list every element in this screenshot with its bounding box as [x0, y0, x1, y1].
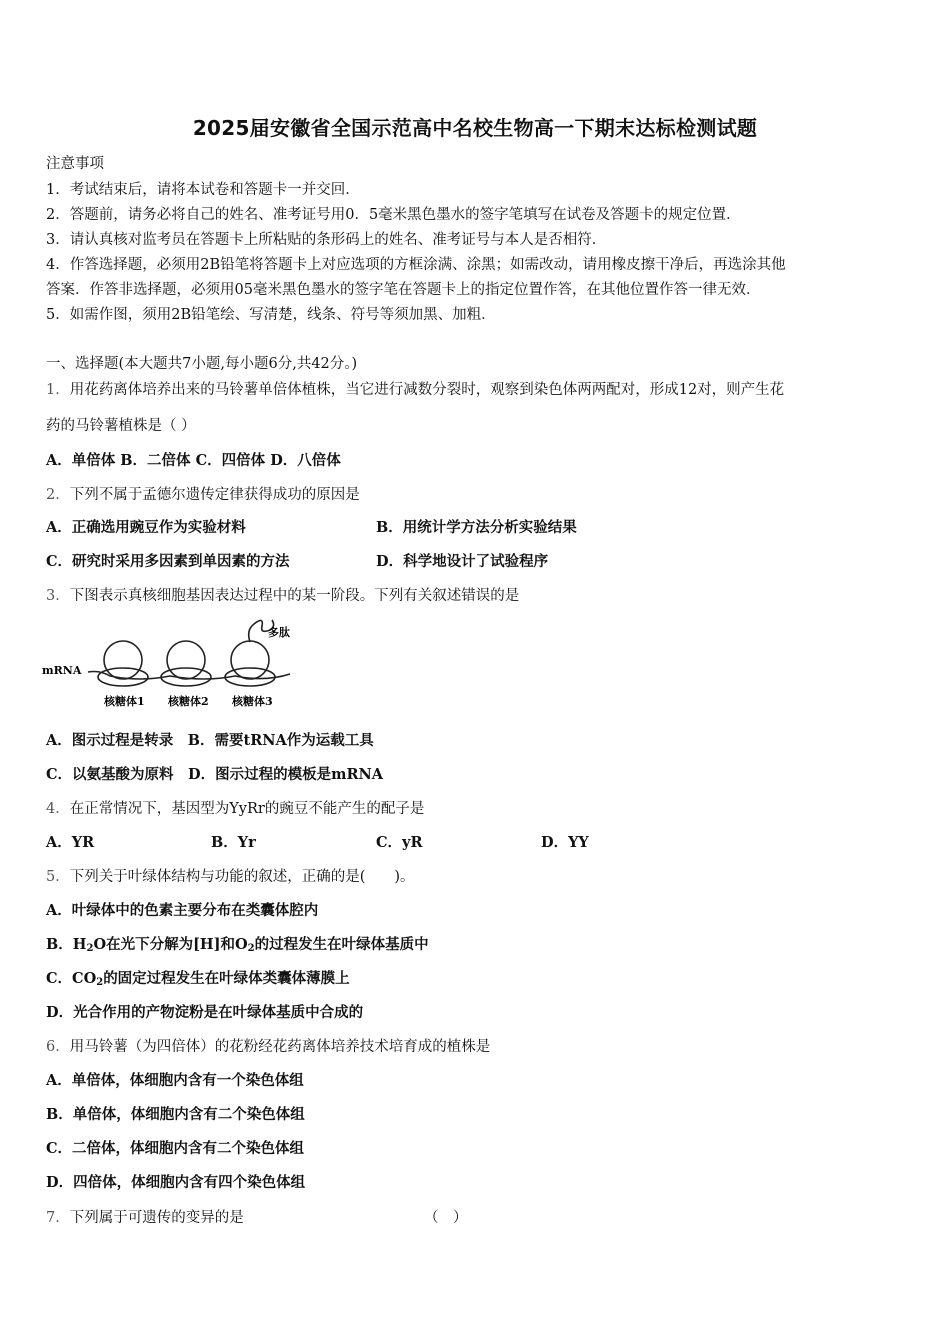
- question-number: 5．: [46, 869, 70, 885]
- question-text: 下列属于可遗传的变异的是: [69, 1210, 244, 1226]
- question-number: 6．: [46, 1039, 70, 1055]
- question-text: 用马铃薯（为四倍体）的花粉经花药离体培养技术培育成的植株是: [69, 1039, 491, 1055]
- question-1-options: A．单倍体 B．二倍体 C．四倍体 D．八倍体: [46, 452, 341, 469]
- option-a: A．单倍体，体细胞内含有一个染色体组: [46, 1072, 304, 1089]
- option-c: C．二倍体，体细胞内含有二个染色体组: [46, 1140, 305, 1157]
- option-a: A．叶绿体中的色素主要分布在类囊体腔内: [46, 902, 319, 919]
- section-heading: 一、选择题(本大题共7小题,每小题6分,共42分。): [46, 356, 358, 372]
- peptide-label: 多肽: [268, 626, 290, 639]
- question-number: 4．: [46, 801, 70, 817]
- ribosome-2-label: 核糖体2: [168, 695, 209, 708]
- question-6: [46, 1035, 490, 1056]
- notice-heading: 注意事项: [46, 156, 104, 172]
- question-text: 在正常情况下，基因型为YyRr的豌豆不能产生的配子是: [69, 801, 425, 817]
- ribosome-3: [225, 641, 275, 686]
- option-b: B．$H_2O$在光下分解为[H]和$O_2$的过程发生在叶绿体基质中: [46, 936, 429, 954]
- notice-item: 答案．作答非选择题，必须用05毫米黑色墨水的签字笔在答题卡上的指定位置作答，在其他位置作答一律无效．: [46, 282, 761, 298]
- question-number: 1．: [46, 382, 70, 398]
- notice-item: 5．如需作图，须用2B铅笔绘、写清楚，线条、符号等须加黑、加粗．: [46, 307, 496, 323]
- option-a: A．YR: [46, 834, 95, 851]
- question-7: [46, 1206, 244, 1227]
- question-3-options-1: A．图示过程是转录 B．需要tRNA作为运载工具: [46, 732, 374, 749]
- ribosome-3-label: 核糖体3: [232, 695, 273, 708]
- ribosome-1-label: 核糖体1: [104, 695, 145, 708]
- question-number: 2．: [46, 487, 70, 503]
- option-d: D．光合作用的产物淀粉是在叶绿体基质中合成的: [46, 1004, 364, 1021]
- mrna-label: mRNA: [42, 664, 82, 677]
- question-text: 下列不属于孟德尔遗传定律获得成功的原因是: [69, 487, 360, 503]
- option-d: D．四倍体，体细胞内含有四个染色体组: [46, 1174, 306, 1191]
- question-3-options-2: C．以氨基酸为原料 D．图示过程的模板是mRNA: [46, 766, 384, 783]
- question-text: 下图表示真核细胞基因表达过程中的某一阶段。下列有关叙述错误的是: [69, 588, 520, 604]
- option-b: B．Yr: [211, 834, 256, 851]
- question-number: 3．: [46, 588, 70, 604]
- notice-item: 2．答题前，请务必将自己的姓名、准考证号用0．5毫米黑色墨水的签字笔填写在试卷及答题卡的规定位置．: [46, 207, 741, 223]
- option-c: C．研究时采用多因素到单因素的方法: [46, 553, 290, 570]
- option-c: C．yR: [376, 834, 423, 851]
- question-text: 下列关于叶绿体结构与功能的叙述，正确的是( )。: [69, 869, 415, 885]
- page-title: 2025届安徽省全国示范高中名校生物高一下期末达标检测试题: [192, 116, 758, 140]
- notice-item: 4．作答选择题，必须用2B铅笔将答题卡上对应选项的方框涂满、涂黑；如需改动，请用橡皮擦干净后，再选涂其他: [46, 257, 786, 273]
- answer-paren: （ ）: [424, 1210, 468, 1226]
- question-text: 用花药离体培养出来的马铃薯单倍体植株，当它进行减数分裂时，观察到染色体两两配对，形成12对，则产生花: [69, 382, 785, 398]
- option-b: B．用统计学方法分析实验结果: [376, 519, 577, 536]
- option-c: C．$CO_2$的固定过程发生在叶绿体类囊体薄膜上: [46, 970, 350, 988]
- option-a: A．正确选用豌豆作为实验材料: [46, 519, 246, 536]
- notice-item: 1．考试结束后，请将本试卷和答题卡一并交回．: [46, 182, 360, 198]
- option-d: D．科学地设计了试验程序: [376, 553, 549, 570]
- question-4: [46, 797, 424, 818]
- notice-item: 3．请认真核对监考员在答题卡上所粘贴的条形码上的姓名、准考证号与本人是否相符．: [46, 232, 607, 248]
- translation-figure: [40, 612, 310, 712]
- question-3: [46, 584, 519, 605]
- option-d: D．YY: [541, 834, 589, 851]
- question-5: [46, 865, 415, 886]
- question-1-cont: 药的马铃薯植株是（ ）: [46, 418, 196, 434]
- question-2: [46, 483, 360, 504]
- question-1: [46, 378, 784, 399]
- question-number: 7．: [46, 1210, 70, 1226]
- option-b: B．单倍体，体细胞内含有二个染色体组: [46, 1106, 305, 1123]
